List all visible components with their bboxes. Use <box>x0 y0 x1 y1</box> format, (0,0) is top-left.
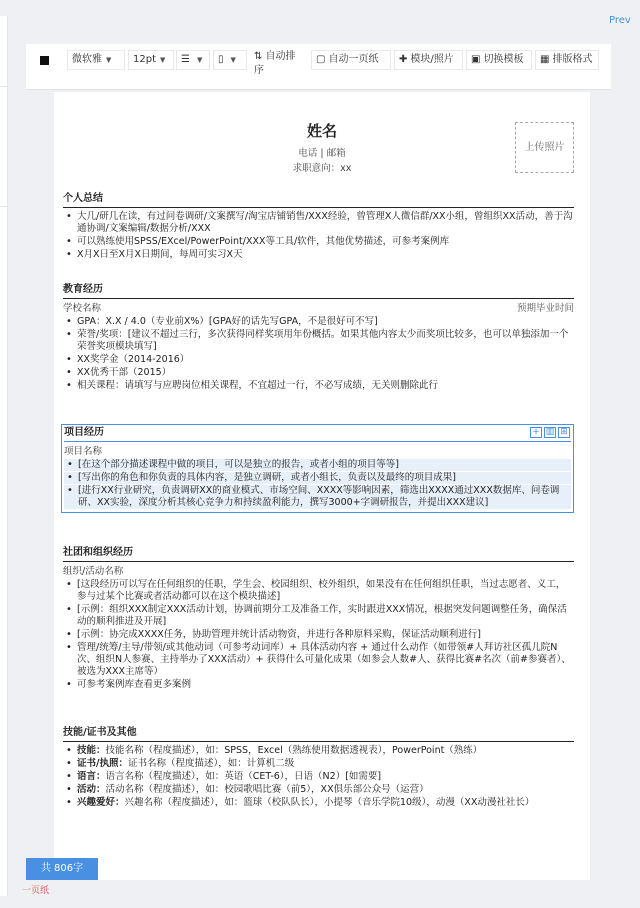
section-title: 技能/证书及其他 <box>63 726 574 742</box>
list-item[interactable]: • 大几/研几在读，有过问卷调研/文案撰写/淘宝店铺销售/XXX经验，曾管理X人微信群/XX小组，曾组织XX活动，善于沟通协调/文案编辑/数据分析/XXX <box>63 211 574 235</box>
font-family-select[interactable] <box>67 50 125 70</box>
list-item[interactable]: • [在这个部分描述课程中做的项目，可以是独立的报告，或者小组的项目等等] <box>64 459 571 471</box>
list-item[interactable]: • [示例：协完成XXXX任务，协助管理并统计活动物资，并进行各种原料采购，保证活动顺利进行] <box>63 629 574 641</box>
chevron-down-icon: ▼ <box>196 56 203 64</box>
resume-job-intent[interactable]: 求职意向：xx <box>292 163 352 174</box>
list-item[interactable]: • 相关课程：请填写与应聘岗位相关课程，不宜超过一行，不必写成绩，无关则删除此行 <box>63 380 574 392</box>
section-title: 个人总结 <box>63 192 574 208</box>
list-item[interactable] <box>63 784 574 796</box>
list-item[interactable]: • [这段经历可以写在任何组织的任职，学生会、校园组织、校外组织，如果没有在任何组织任职，当过志愿者、义工，参与过某个比赛或者活动都可以在这个模块描述] <box>63 579 574 603</box>
project-row <box>64 445 571 458</box>
item-text: 技能名称（程度描述），如：SPSS，Excel（熟练使用数据透视表），PowerPoint（熟练） <box>105 745 483 756</box>
auto-sort-label-2: 序 <box>254 65 264 76</box>
list-item[interactable] <box>63 758 574 770</box>
page-outline-icon: ▢ <box>316 54 326 65</box>
plus-icon: ✚ <box>399 54 408 65</box>
list-item[interactable]: • X月X日至X月X日期间，每周可实习X天 <box>63 249 574 261</box>
item-text: 兴趣名称（程度描述），如：篮球（校队队长），小提琴（音乐学院10级），动漫（XX动漫社社长） <box>124 797 535 808</box>
list-item[interactable]: • [进行XX行业研究，负责调研XX的商业模式、市场空间、XXXX等影响因素，筛选出XXXX通过XXX数据库、问卷调研、XX实验，深度分析其核心竞争力和持续盈利能力，撰写3000+字调研报告，并提出XXX建议] <box>64 485 571 509</box>
switch-template-button[interactable] <box>466 50 532 70</box>
editor-toolbar <box>26 44 611 90</box>
chevron-down-icon: ▼ <box>106 56 112 64</box>
upload-photo-button[interactable]: 上传照片 <box>515 122 574 173</box>
school-row <box>63 302 574 315</box>
template-icon: ▣ <box>471 54 481 65</box>
font-size-value: 12pt <box>133 54 156 65</box>
font-family-value: 微软雅 <box>72 54 102 65</box>
page-icon: ▯ <box>218 54 224 65</box>
resume-name[interactable]: 姓名 <box>306 122 337 140</box>
modules-photo-label: 模块/照片 <box>410 54 454 65</box>
word-count-badge[interactable]: 共 806字 <box>26 858 98 880</box>
font-size-select[interactable] <box>128 50 174 70</box>
projects-section[interactable] <box>61 424 574 513</box>
list-item[interactable] <box>63 797 574 809</box>
list-item[interactable]: • 管理/统筹/主导/带领/或其他动词（可参考动词库）+ 具体活动内容 + 通过什么动作（如带领#人拜访社区孤儿院N次、组织N人参赛、主持举办了XXX活动）+ 获得什么可量化成果（如参会人数#人、获得比赛#名次（前#参赛者）、被选为XXX主席等） <box>63 642 574 678</box>
list-item[interactable]: • 可参考案例库查看更多案例 <box>63 679 574 691</box>
org-name[interactable]: 组织/活动名称 <box>63 566 124 577</box>
layout-format-button[interactable] <box>535 50 599 70</box>
preview-link[interactable]: Prev <box>609 15 631 26</box>
add-icon[interactable]: + <box>530 427 542 438</box>
auto-sort-label: ⇅ 自动排 <box>254 51 296 62</box>
page-setting-select[interactable] <box>213 50 247 70</box>
one-page-marker: 一页纸 <box>22 886 50 896</box>
list-item[interactable]: • [写出你的角色和你负责的具体内容，是独立调研，或者小组长，负责以及最终的项目成果] <box>64 472 571 484</box>
modules-photo-button[interactable] <box>394 50 463 70</box>
item-label: 兴趣爱好： <box>77 797 125 808</box>
add-below-icon[interactable]: ⊞ <box>558 427 570 438</box>
resume-contact[interactable]: 电话 | 邮箱 <box>298 148 346 159</box>
list-item[interactable]: • 可以熟练使用SPSS/EXcel/PowerPoint/XXX等工具/软件，其他优势描述，可参考案例库 <box>63 236 574 248</box>
clubs-section[interactable] <box>63 546 574 692</box>
resume-page <box>54 92 590 880</box>
color-square-icon <box>40 56 49 65</box>
school-name[interactable]: 学校名称 <box>63 303 102 314</box>
item-text: 语言名称（程度描述），如：英语（CET-6），日语（N2）[如需要] <box>105 771 382 782</box>
section-title: 教育经历 <box>63 283 574 299</box>
list-item[interactable]: • XX优秀干部（2015） <box>63 367 574 379</box>
layout-icon: ▦ <box>540 54 550 65</box>
summary-section[interactable] <box>63 192 574 262</box>
section-tools <box>528 427 570 438</box>
list-item[interactable]: • 荣誉/奖项：[建议不超过三行，多次获得同样奖项用年份概括。如果其他内容太少而奖项比较多，也可以单独添加一个荣誉奖项模块填写] <box>63 329 574 353</box>
list-item[interactable]: • [示例：组织XXX制定XXX活动计划，协调前期分工及准备工作，实时跟进XXX情况，根据突发问题调整任务，确保活动的顺利推进及开展] <box>63 604 574 628</box>
education-section[interactable] <box>63 283 574 393</box>
project-name[interactable]: 项目名称 <box>64 446 103 457</box>
list-item[interactable]: • XX奖学金（2014-2016） <box>63 354 574 366</box>
delete-icon[interactable]: ▥ <box>545 427 555 437</box>
line-spacing-select[interactable] <box>176 50 210 70</box>
item-label: 证书/执照： <box>77 758 128 769</box>
auto-one-page-button[interactable] <box>311 50 391 70</box>
divider <box>0 86 8 87</box>
item-text: 证书名称（程度描述），如：计算机二级 <box>127 758 295 769</box>
list-item[interactable] <box>63 771 574 783</box>
list-item[interactable] <box>63 745 574 757</box>
layout-format-label: 排版格式 <box>552 54 593 65</box>
skills-section[interactable] <box>63 726 574 810</box>
color-swatch-button[interactable] <box>36 50 53 70</box>
section-title: 社团和组织经历 <box>63 546 574 562</box>
org-row <box>63 565 574 578</box>
chevron-down-icon: ▼ <box>230 56 236 64</box>
section-title: 项目经历 <box>64 426 571 442</box>
graduation-date[interactable]: 预期毕业时间 <box>516 303 574 314</box>
left-panel <box>0 16 8 896</box>
switch-template-label: 切换模板 <box>483 54 524 65</box>
auto-sort-button[interactable] <box>250 50 308 84</box>
chevron-down-icon: ▼ <box>160 56 166 64</box>
item-text: 活动名称（程度描述），如：校园歌唱比赛（前5），XX俱乐部公众号（运营） <box>105 784 429 795</box>
divider <box>0 206 8 207</box>
item-label: 技能： <box>77 745 106 756</box>
item-label: 语言： <box>77 771 106 782</box>
auto-one-page-label: 自动一页纸 <box>328 54 379 65</box>
list-item[interactable]: • GPA：X.X / 4.0（专业前X%）[GPA好的话先写GPA，不是很好可不写] <box>63 316 574 328</box>
line-spacing-icon: ☰ <box>181 54 190 65</box>
item-label: 活动： <box>77 784 106 795</box>
